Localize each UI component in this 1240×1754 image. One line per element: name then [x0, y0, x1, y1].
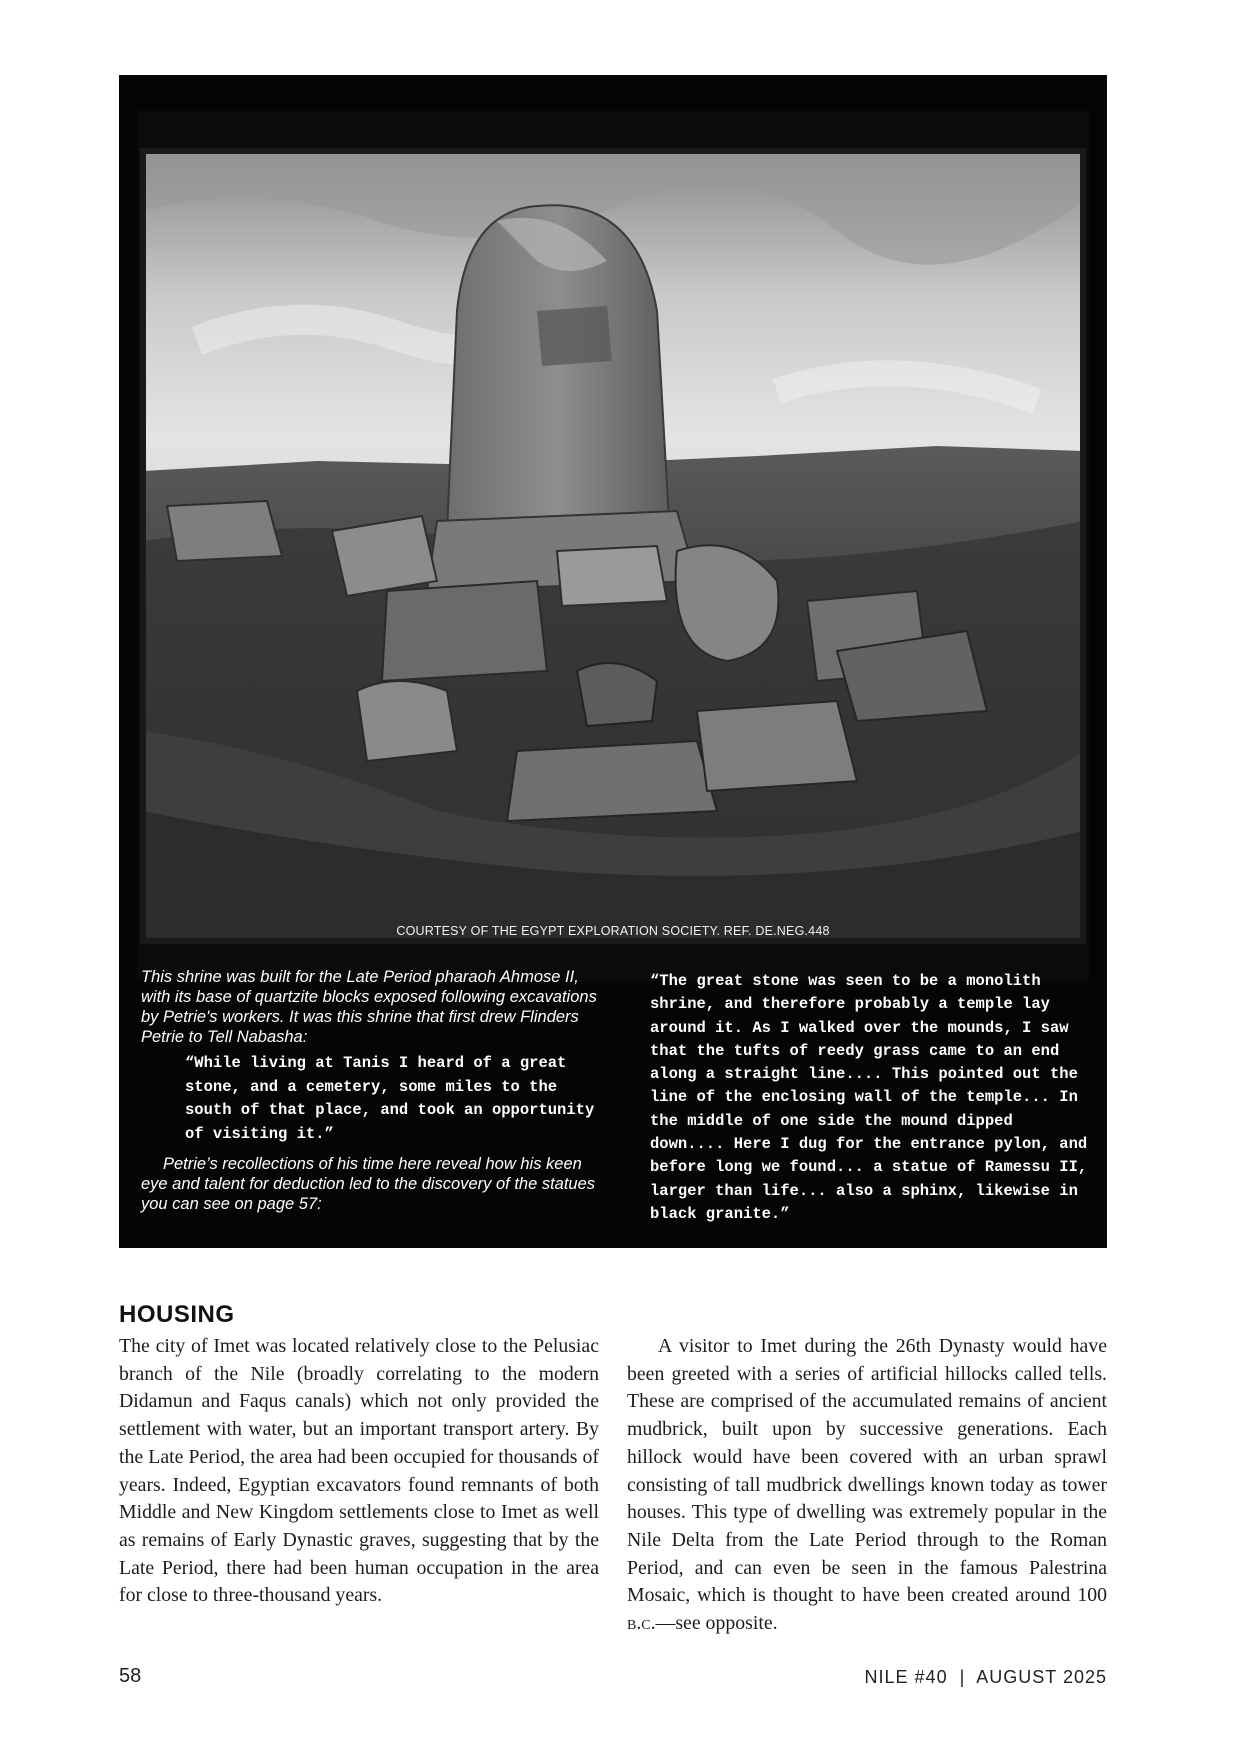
page-number: 58	[119, 1665, 142, 1687]
issue-info: NILE #40 | AUGUST 2025	[864, 1667, 1107, 1687]
photo-credit: COURTESY OF THE EGYPT EXPLORATION SOCIETY. REF. DE.NEG.448	[396, 924, 830, 938]
body-column-left: The city of Imet was located relatively close to the Pelusiac branch of the Nile (broadly correlating to the modern Didamun and Faqus canals) which not only provided the settlement with water, but an important transport artery. By the Late Period, the area had been occupied for thousands of years. Indeed, Egyptian excavators found remnants of both Middle and New Kingdom settlements close to Imet as well as remains of Early Dynastic graves, suggesting that by the Late Period, there had been human occupation in the area for close to three-thousand years.	[119, 1335, 599, 1607]
photo-block	[119, 75, 1107, 1248]
era-abbreviation: b.c.	[627, 1612, 656, 1635]
caption-bridge: Petrie’s recollections of his time here reveal how his keen eye and talent for deduction led to the discovery of the statues you can see on page 57:	[141, 1155, 596, 1213]
body-column-right-tail: —see opposite.	[655, 1612, 778, 1635]
shrine-photograph	[137, 111, 1089, 981]
caption-left-column	[141, 967, 601, 1214]
caption-quote-monolith: “The great stone was seen to be a monolith shrine, and therefore probably a temple lay around it. As I walked over the mounds, I saw that the tufts of reedy grass came to an end along a straight line.... This pointed out the line of the enclosing wall of the temple... In the middle of one side the mound dipped down.... Here I dug for the entrance pylon, and before long we found... a statue of Ramessu II, larger than life... also a sphinx, likewise in black granite.”	[650, 972, 1088, 1223]
body-column-right	[627, 1333, 1107, 1638]
caption-intro: This shrine was built for the Late Period pharaoh Ahmose II, with its base of quartzite blocks exposed following excavations by Petrie's workers. It was this shrine that first drew Flinders Petrie to Tell Nabasha:	[141, 968, 597, 1046]
body-column-right-text: A visitor to Imet during the 26th Dynasty would have been greeted with a series of artificial hillocks called tells. These are comprised of the accumulated remains of ancient mudbrick, built upon by successive generations. Each hillock would have been covered with an urban sprawl consisting of tall mudbrick dwellings known today as tower houses. This type of dwelling was extremely popular in the Nile Delta from the Late Period through to the Roman Period, and can even be seen in the famous Palestrina Mosaic, which is thought to have been created around 100	[627, 1335, 1107, 1607]
section-heading: HOUSING	[119, 1301, 235, 1328]
caption-quote-tanis: “While living at Tanis I heard of a great stone, and a cemetery, some miles to the south of that place, and took an opportunity of visiting it.”	[185, 1054, 595, 1143]
shrine-photo-illustration	[137, 111, 1089, 981]
